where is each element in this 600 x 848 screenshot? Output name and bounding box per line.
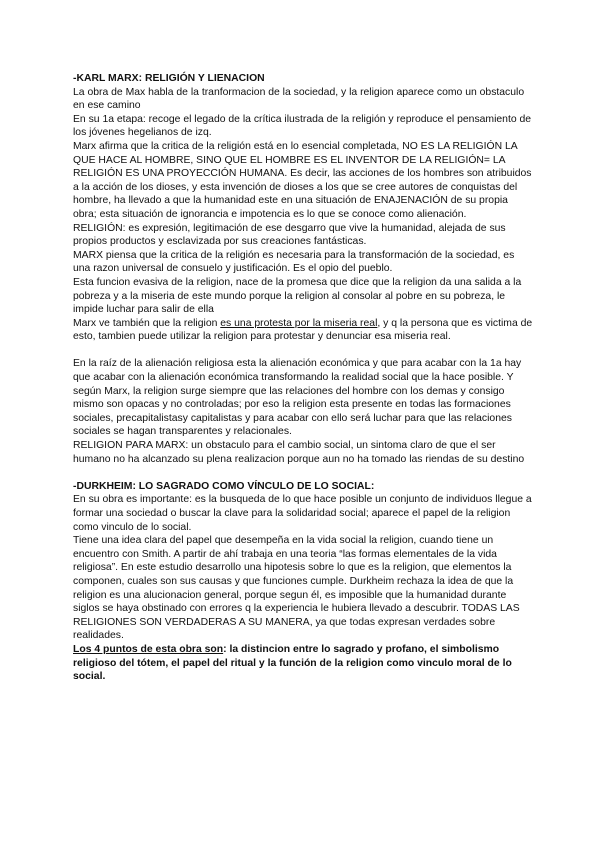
- blank-line: [73, 466, 533, 480]
- marx-paragraph-4: RELIGIÓN: es expresión, legitimación de ese desgarro que vive la humanidad, alejada de sus propios productos y esclavizada por sus creaciones fantásticas.: [73, 222, 506, 248]
- document-page: [73, 72, 533, 684]
- marx-p7-start: Marx ve también que la religion: [73, 317, 221, 329]
- marx-paragraph-1: La obra de Max habla de la tranformacion de la sociedad, y la religion aparece como un obstaculo en ese camino: [73, 86, 525, 112]
- marx-paragraph-6: Esta funcion evasiva de la religion, nace de la promesa que dice que la religion da una salida a la pobreza y a la miseria de este mundo porque la religion al consolar al pobre en su pobreza, le impide luchar para salir de ella: [73, 276, 522, 316]
- blank-line: [73, 344, 533, 358]
- durkheim-p3-rest: : la distincion entre lo sagrado y profano, el simbolismo religioso del tótem, el papel del ritual y la función de la religion como vinculo moral de lo social.: [73, 643, 512, 683]
- durkheim-paragraph-2: Tiene una idea clara del papel que desempeña en la vida social la religion, cuando tiene un encuentro con Smith. A partir de ahí trabaja en una teoria “las formas elementales de la vida religiosa”. En este estudio desarrollo una hipotesis sobre lo que es la religion, que elementos la componen, cuales son sus causas y que funciones cumple. Durkheim rechaza la idea de que la religion es una alucionacion general, porque segun él, es imposible que la humanidad durante siglos se haya obstinado con errores q la experiencia le hubiera llevado a descubrir. TODAS LAS RELIGIONES SON VERDADERAS A SU MANERA, ya que todas expresan verdades sobre realidades.: [73, 535, 520, 642]
- marx-paragraph-5: MARX piensa que la critica de la religión es necesaria para la transformación de la sociedad, es una razon universal de consuelo y justificación. Es el opio del pueblo.: [73, 249, 515, 275]
- marx-paragraph-7: [73, 317, 533, 344]
- marx-paragraph-3: Marx afirma que la critica de la religión está en lo esencial completada, NO ES LA RELIGIÓN LA QUE HACE AL HOMBRE, SINO QUE EL HOMBRE ES EL INVENTOR DE LA RELIGIÓN= LA RELIGIÓN ES UNA PROYECCIÓN HUMANA. Es decir, las acciones de los hombres son atribuidos a la acción de los dioses, y esta invención de dioses a los que se cree autores de conquistas del hombre, ha llevado a que la humanidad este en una situación de ENAJENACIÓN de su propia obra; esta situación de ignorancia e impotencia es lo que se conoce como alienación.: [73, 140, 532, 220]
- marx-p7-underlined: es una protesta por la miseria real: [220, 317, 378, 329]
- marx-paragraph-8: En la raíz de la alienación religiosa esta la alienación económica y que para acabar con la 1a hay que acabar con la alienación económica transformando la realidad social que la hace posible. Y según Marx, la religion surge siempre que las relaciones del hombre con los demas y consigo mismo son opacas y no controladas; por eso la religion esta presente en todas las formaciones sociales, precapitalistasy capitalistas y para acabar con ello será luchar para que las relaciones sociales se hagan transparentes y relacionales.: [73, 358, 522, 438]
- durkheim-p3-underlined: Los 4 puntos de esta obra son: [73, 643, 224, 655]
- durkheim-paragraph-3: [73, 643, 533, 684]
- durkheim-paragraph-1: En su obra es importante: es la busqueda de lo que hace posible un conjunto de individuos llegue a formar una sociedad o buscar la clave para la solidaridad social; aparece el papel de la religion como vinculo de lo social.: [73, 494, 532, 533]
- marx-paragraph-2: En su 1a etapa: recoge el legado de la crítica ilustrada de la religión y reproduce el pensamiento de los jóvenes hegelianos de izq.: [73, 113, 532, 139]
- durkheim-heading: -DURKHEIM: LO SAGRADO COMO VÍNCULO DE LO SOCIAL:: [73, 480, 375, 492]
- marx-heading: -KARL MARX: RELIGIÓN Y LIENACION: [73, 73, 265, 84]
- marx-p7-end: , y q la persona que es victima de esto, tambien puede utilizar la religion para protestar y denunciar esa miseria real.: [73, 317, 533, 343]
- marx-paragraph-9: RELIGION PARA MARX: un obstaculo para el cambio social, un sintoma claro de que el ser humano no ha alcanzado su plena realizacion porque aun no ha tomado las riendas de su destino: [73, 440, 525, 465]
